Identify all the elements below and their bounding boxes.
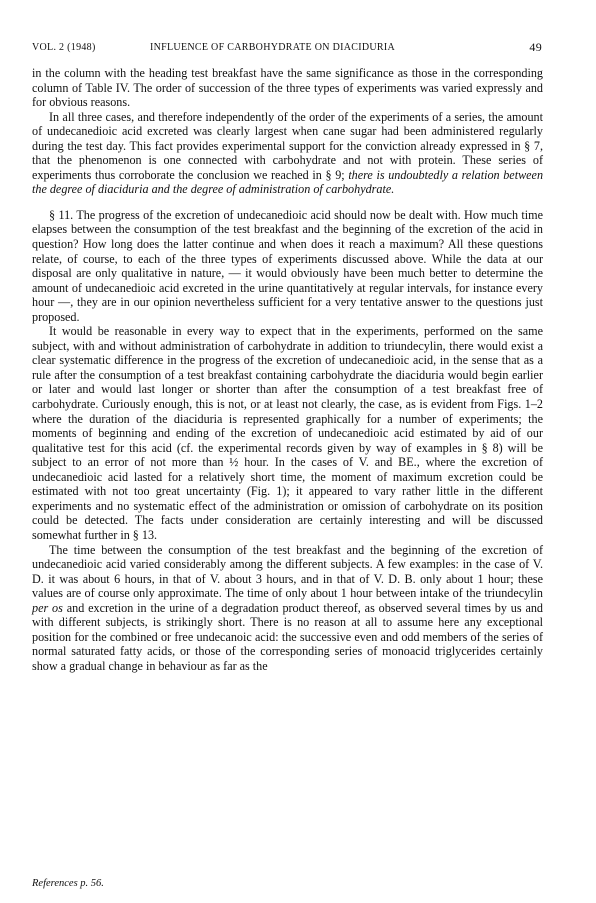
page-number: 49 bbox=[529, 40, 542, 54]
italic-text-run: per os bbox=[32, 600, 63, 615]
running-title: INFLUENCE OF CARBOHYDRATE ON DIACIDURIA bbox=[150, 42, 396, 53]
paragraph-time-between bbox=[32, 543, 543, 674]
text-run: in the column with the heading test breakfast have the same significance as those in the corresponding column of Table IV. The order of succession of the three types of experiments was varied expressly and for obvious reasons. bbox=[32, 66, 543, 110]
text-run: In all three cases, and therefore independently of the order of the experiments of a series, the amount of undecanedioic acid excreted was clearly largest when cane sugar had been administered regularly during the test day. This fact provides experimental support for the conviction already expressed in § 7, that the phenomenon is one connected with carbohydrate and not with protein. These series of experiments thus corroborate the conclusion we reached in § 9; bbox=[32, 109, 543, 182]
volume-label: VOL. 2 (1948) bbox=[32, 42, 96, 53]
paragraph-reasonable-expectation bbox=[32, 324, 543, 542]
text-run: § 11. The progress of the excretion of undecanedioic acid should now be dealt with. How much time elapses between the consumption of the test breakfast and the beginning of the excretion of the acid in question? How long does the latter continue and when does it reach a maximum? All these questions relate, of course, to each of the three types of experiments discussed above. While the data at our disposal are only qualitative in nature, — it would obviously have been much better to determine the amount of undecanedioic acid excreted in the urine quantitatively at regular intervals, for instance every hour —, they are in our opinion nevertheless sufficient for a very tentative answer to the questions just proposed. bbox=[32, 207, 543, 324]
text-run: and excretion in the urine of a degradation product thereof, as observed several times by us and with different subjects, is strikingly short. There is no reason at all to assume here any exceptional position for the combined or free undecanoic acid: the successive even and odd members of the series of normal saturated fatty acids, or those of the corresponding series of monoacid triglycerides certainly show a gradual change in behaviour as far as the bbox=[32, 600, 544, 673]
section-11-paragraph bbox=[32, 208, 543, 324]
references-note: References p. 56. bbox=[32, 878, 104, 889]
italic-text-run: there is undoubtedly a relation between the degree of diaciduria and the degree of administration of carbohydrate. bbox=[32, 167, 544, 197]
body-text bbox=[32, 66, 543, 673]
running-header bbox=[32, 40, 542, 56]
text-run: It would be reasonable in every way to expect that in the experiments, performed on the same subject, with and without administration of carbohydrate in addition to triundecylin, there would exist a clear systematic difference in the progress of the excretion of undecanedioic acid, in the sense that as a rule after the consumption of a test breakfast containing carbohydrate the diaciduria would begin earlier or later and would last longer or shorter than after the consumption of a test breakfast free of carbohydrate. Curiously enough, this is not, or at least not clearly, the case, as is evident from Figs. 1–2 where the duration of the diaciduria is represented graphically for a number of experiments; the moments of beginning and ending of the excretion of undecanedioic acid estimated by aid of our qualitative test for this acid (cf. the experimental records given by way of examples in § 8) will be subject to an error of not more than ½ hour. In the cases of V. and BE., where the excretion of undecanedioic acid lasted for a relatively short time, the moment of maximum excretion could be estimated with not too great uncertainty (Fig. 1); it appeared to vary rather little in the different experiments and no systematic effect of the administration or omission of carbohydrate on its position could be detected. The facts under consideration are certainly interesting and will be discussed somewhat further in § 13. bbox=[32, 324, 543, 542]
paragraph-continuation bbox=[32, 66, 543, 110]
text-run: The time between the consumption of the test breakfast and the beginning of the excretion of undecanedioic acid varied considerably among the different subjects. A few examples: in the case of V. D. it was about 6 hours, in that of V. about 3 hours, and in that of V. D. B. only about 1 hour; these values are of course only approximate. The time of only about 1 hour between intake of the triundecylin bbox=[32, 542, 543, 601]
paragraph-three-cases bbox=[32, 110, 543, 197]
